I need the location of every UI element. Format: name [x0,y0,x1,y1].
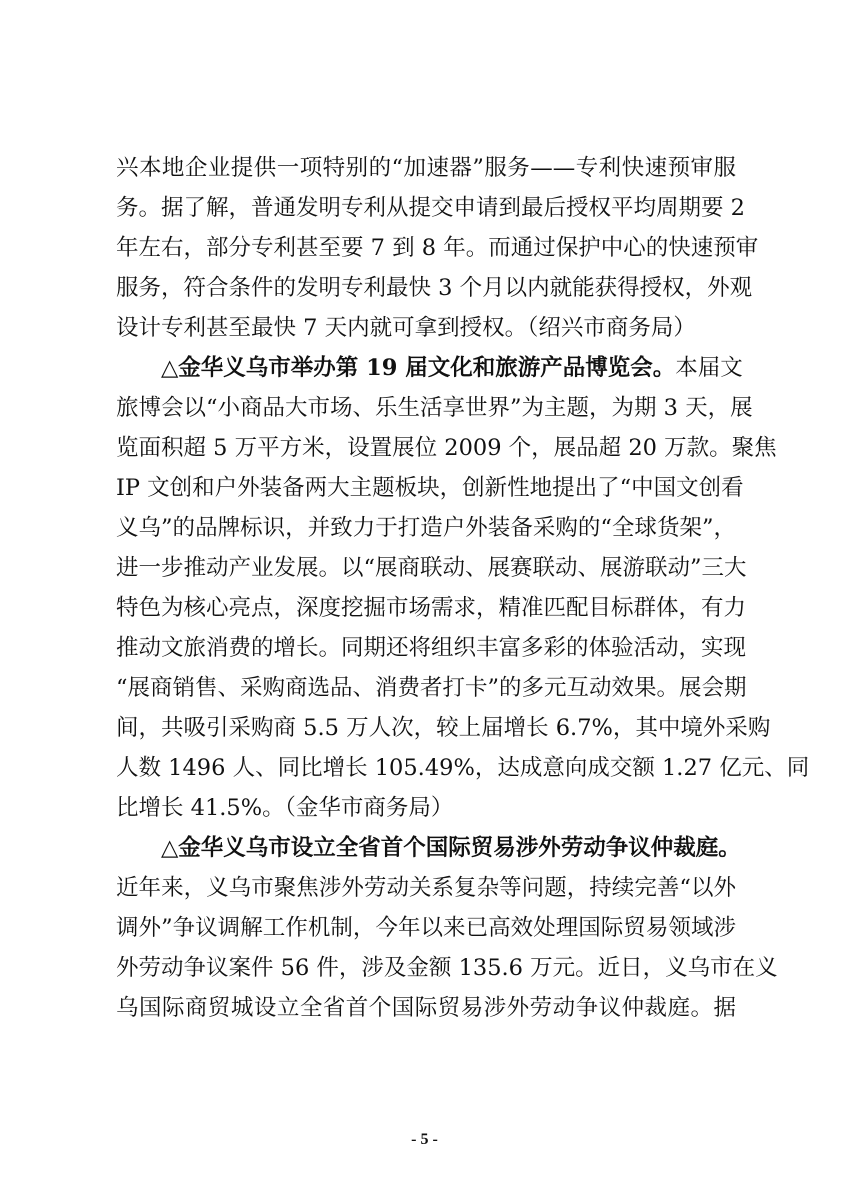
text-line: 推动文旅消费的增长。同期还将组织丰富多彩的体验活动，实现 [116,635,747,661]
text-line: 设计专利甚至最快 7 天内就可拿到授权。（绍兴市商务局） [116,315,696,341]
text-line: 进一步推动产业发展。以“展商联动、展赛联动、展游联动”三大 [116,555,747,581]
news-item-heading [161,830,741,866]
text-line: 间，共吸引采购商 5.5 万人次，较上届增长 6.7%，其中境外采购 [116,715,771,741]
news-item-title: △金华义乌市举办第 19 届文化和旅游产品博览会。 [161,355,676,381]
text-line: 特色为核心亮点，深度挖掘市场需求，精准匹配目标群体，有力 [116,595,747,621]
text-line: 外劳动争议案件 56 件，涉及金额 135.6 万元。近日，义乌市在义 [116,955,778,981]
text-line: 调外”争议调解工作机制，今年以来已高效处理国际贸易领域涉 [116,915,736,941]
text-line: 人数 1496 人、同比增长 105.49%，达成意向成交额 1.27 亿元、同 [116,755,810,781]
text-line: 旅博会以“小商品大市场、乐生活享世界”为主题，为期 3 天，展 [116,395,753,421]
text-line: “展商销售、采购商选品、消费者打卡”的多元互动效果。展会期 [116,675,747,701]
text-line: 服务，符合条件的发明专利最快 3 个月以内就能获得授权，外观 [116,275,753,301]
text-line: 年左右，部分专利甚至要 7 到 8 年。而通过保护中心的快速预审 [116,235,759,261]
text-line: 比增长 41.5%。（金华市商务局） [116,795,454,821]
text-line: 义乌”的品牌标识，并致力于打造户外装备采购的“全球货架”， [116,515,736,541]
text-line: 乌国际商贸城设立全省首个国际贸易涉外劳动争议仲裁庭。据 [116,995,736,1021]
text-line: 务。据了解，普通发明专利从提交申请到最后授权平均周期要 2 [116,195,745,221]
text-line: 览面积超 5 万平方米，设置展位 2009 个，展品超 20 万款。聚焦 [116,435,777,461]
news-item-heading: △金华义乌市举办第 19 届文化和旅游产品博览会。本届文 [161,355,743,381]
text-line: 近年来，义乌市聚焦涉外劳动关系复杂等问题，持续完善“以外 [116,875,736,901]
news-item-title: △金华义乌市设立全省首个国际贸易涉外劳动争议仲裁庭。 [161,835,741,861]
text-line: 兴本地企业提供一项特别的“加速器”服务——专利快速预审服 [116,155,736,181]
page-number: - 5 - [411,1131,438,1148]
text-line: IP 文创和户外装备两大主题板块，创新性地提出了“中国文创看 [116,475,744,501]
